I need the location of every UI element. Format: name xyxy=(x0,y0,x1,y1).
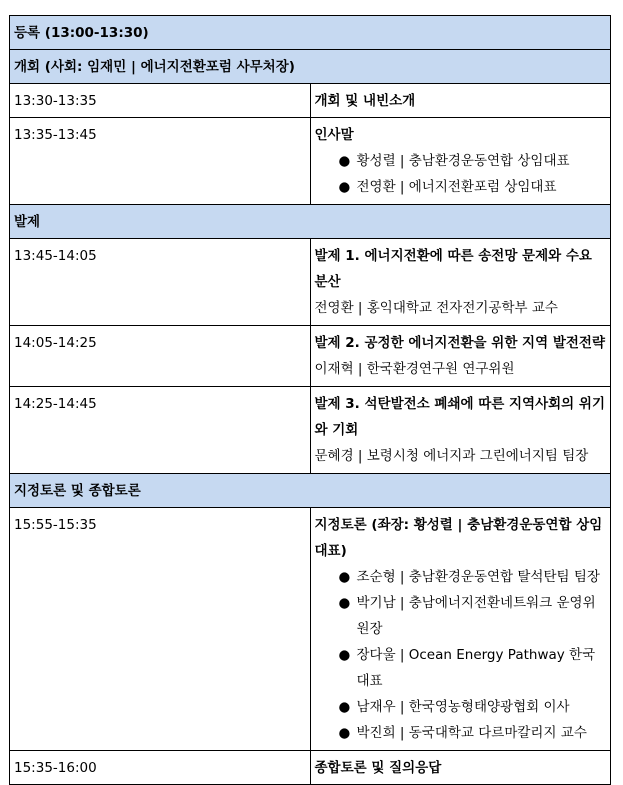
agenda-content xyxy=(310,387,611,474)
agenda-content xyxy=(310,118,611,205)
time-cell: 13:35-13:45 xyxy=(10,118,311,205)
section-registration xyxy=(10,16,611,50)
speaker-text: 문혜경 | 보령시청 에너지과 그린에너지팀 팀장 xyxy=(314,448,589,464)
list-item xyxy=(339,590,607,642)
table-row xyxy=(10,326,611,387)
table-row xyxy=(10,508,611,751)
agenda-title: 인사말 xyxy=(314,127,354,143)
agenda-title: 발제 1. 에너지전환에 따른 송전망 문제와 수요 분산 xyxy=(314,248,592,290)
panelist-text: 장다울 | Ocean Energy Pathway 한국 대표 xyxy=(356,647,596,689)
section-title: 등록 (13:00-13:30) xyxy=(10,16,611,50)
agenda-title: 지정토론 (좌장: 황성렬 | 충남환경운동연합 상임대표) xyxy=(314,517,603,559)
list-item xyxy=(339,720,607,746)
time-cell: 13:45-14:05 xyxy=(10,239,311,326)
speaker-list xyxy=(315,148,607,200)
time-cell: 15:35-16:00 xyxy=(10,751,311,785)
agenda-title: 개회 및 내빈소개 xyxy=(310,84,611,118)
program-table xyxy=(9,15,611,785)
panelist-text: 박기남 | 충남에너지전환네트워크 운영위원장 xyxy=(356,595,596,637)
bullet-icon: ● xyxy=(338,725,351,741)
list-item xyxy=(339,694,607,720)
agenda-content xyxy=(310,508,611,751)
speaker-text: 황성렬 | 충남환경운동연합 상임대표 xyxy=(356,153,570,169)
agenda-content xyxy=(310,239,611,326)
time-cell: 14:25-14:45 xyxy=(10,387,311,474)
panelist-text: 남재우 | 한국영농형태양광협회 이사 xyxy=(356,699,570,715)
section-opening xyxy=(10,50,611,84)
table-row xyxy=(10,84,611,118)
time-cell: 15:55-15:35 xyxy=(10,508,311,751)
bullet-icon: ● xyxy=(338,179,351,195)
speaker-text: 전영환 | 홍익대학교 전자전기공학부 교수 xyxy=(314,300,558,316)
panelist-text: 조순형 | 충남환경운동연합 탈석탄팀 팀장 xyxy=(356,569,600,585)
bullet-icon: ● xyxy=(338,569,351,585)
table-row xyxy=(10,239,611,326)
list-item xyxy=(339,174,607,200)
list-item xyxy=(339,642,607,694)
time-cell: 14:05-14:25 xyxy=(10,326,311,387)
table-row xyxy=(10,118,611,205)
bullet-icon: ● xyxy=(338,699,351,715)
section-title: 개회 (사회: 임재민 | 에너지전환포럼 사무처장) xyxy=(10,50,611,84)
agenda-title: 발제 3. 석탄발전소 폐쇄에 따른 지역사회의 위기와 기회 xyxy=(314,396,605,438)
bullet-icon: ● xyxy=(338,647,351,663)
time-cell: 13:30-13:35 xyxy=(10,84,311,118)
speaker-text: 이재혁 | 한국환경연구원 연구위원 xyxy=(314,361,515,377)
table-row xyxy=(10,387,611,474)
agenda-content xyxy=(310,326,611,387)
list-item xyxy=(339,564,607,590)
section-presentation xyxy=(10,205,611,239)
agenda-title: 종합토론 및 질의응답 xyxy=(310,751,611,785)
section-title: 발제 xyxy=(10,205,611,239)
list-item xyxy=(339,148,607,174)
panelist-list xyxy=(315,564,607,746)
table-row xyxy=(10,751,611,785)
section-discussion xyxy=(10,474,611,508)
bullet-icon: ● xyxy=(338,595,351,611)
section-title: 지정토론 및 종합토론 xyxy=(10,474,611,508)
bullet-icon: ● xyxy=(338,153,351,169)
agenda-title: 발제 2. 공정한 에너지전환을 위한 지역 발전전략 xyxy=(314,335,605,351)
speaker-text: 전영환 | 에너지전환포럼 상임대표 xyxy=(356,179,557,195)
panelist-text: 박진희 | 동국대학교 다르마칼리지 교수 xyxy=(356,725,587,741)
